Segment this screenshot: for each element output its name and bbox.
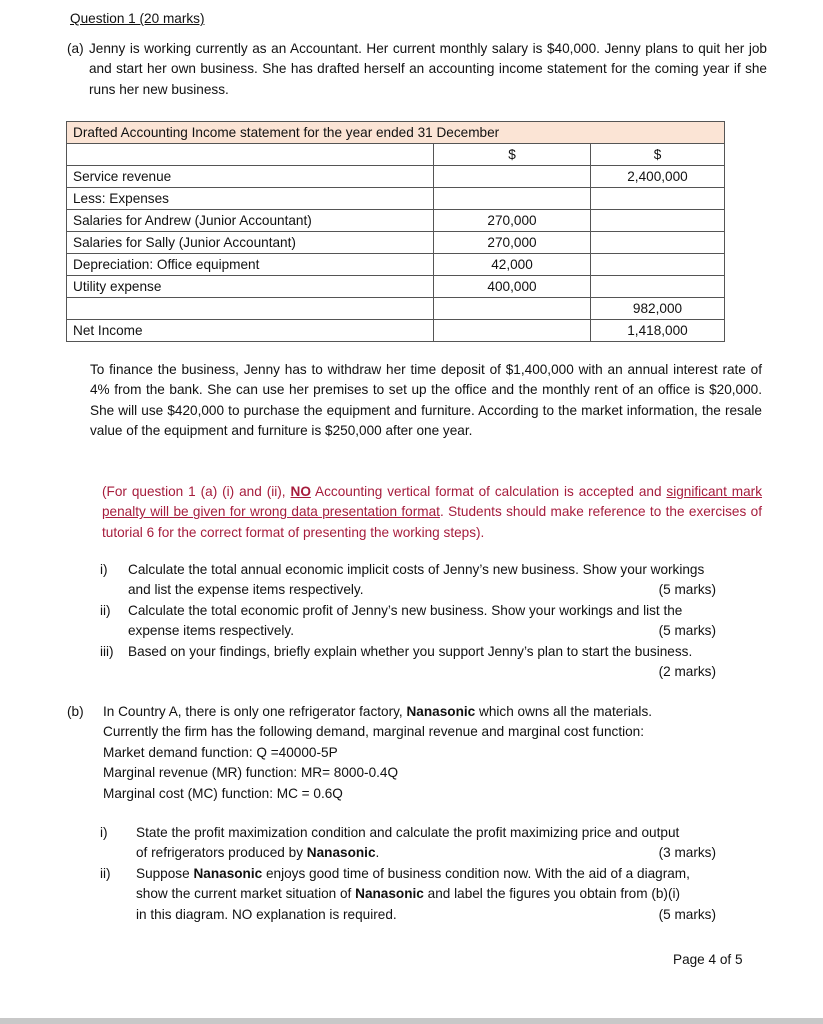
table-row	[67, 232, 725, 254]
part-b-line: In Country A, there is only one refrigerator factory, Nanasonic which owns all the materials.	[103, 704, 653, 719]
table-row	[67, 320, 725, 342]
question-text-line: and list the expense items respectively. (5 marks)	[128, 580, 762, 600]
row-value-1	[434, 320, 591, 342]
row-label: Utility expense	[67, 276, 434, 298]
part-a-questions	[100, 560, 762, 682]
question-text: State the profit maximization condition and calculate the profit maximizing price and output	[136, 825, 680, 840]
table-header-row	[67, 122, 725, 144]
row-value-1	[434, 298, 591, 320]
page-bottom-divider	[0, 1018, 823, 1024]
table-row	[67, 254, 725, 276]
page-number: Page 4 of 5	[673, 952, 743, 967]
table-row	[67, 276, 725, 298]
note-no: NO	[290, 484, 311, 499]
currency-col3: $	[591, 144, 725, 166]
row-label: Salaries for Andrew (Junior Accountant)	[67, 210, 434, 232]
question-text-line: of refrigerators produced by Nanasonic. (3 marks)	[136, 843, 762, 863]
table-row	[67, 166, 725, 188]
question-marks: (5 marks)	[658, 906, 716, 922]
question-item	[100, 864, 762, 925]
note-text: (For question 1 (a) (i) and (ii),	[102, 484, 291, 499]
firm-name: Nanasonic	[406, 704, 476, 719]
question-text-line: Suppose Nanasonic enjoys good time of business condition now. With the aid of a diagram,	[136, 865, 690, 881]
question-item	[100, 601, 762, 642]
row-label: Salaries for Sally (Junior Accountant)	[67, 232, 434, 254]
note-text: Accounting vertical format of calculation is accepted and	[310, 484, 667, 499]
row-value-2: 2,400,000	[591, 166, 725, 188]
row-value-2	[591, 232, 725, 254]
part-a-intro-text: Jenny is working currently as an Accountant. Her current monthly salary is $40,000. Jenny plans to quit her job and start her own business. She has drafted herself an accounting income statement for the coming year if she runs her new business.	[89, 41, 767, 97]
part-b-intro	[67, 702, 767, 804]
question-number: i)	[100, 562, 108, 577]
part-b-label: (b)	[67, 704, 84, 719]
income-statement-table	[66, 121, 725, 342]
table-row	[67, 298, 725, 320]
question-marks: (3 marks)	[658, 845, 716, 861]
part-a-label: (a)	[67, 41, 84, 56]
note-penalty: significant mark penalty will be given for wrong data presentation format	[102, 484, 762, 520]
table-row	[67, 188, 725, 210]
table-currency-row	[67, 144, 725, 166]
row-label: Less: Expenses	[67, 188, 434, 210]
question-item	[100, 560, 762, 601]
currency-col2: $	[434, 144, 591, 166]
table-row	[67, 210, 725, 232]
part-b-questions	[100, 823, 762, 925]
row-value-2	[591, 254, 725, 276]
row-value-1: 270,000	[434, 232, 591, 254]
row-value-1	[434, 166, 591, 188]
question-marks: (5 marks)	[658, 582, 716, 598]
row-label: Net Income	[67, 320, 434, 342]
row-value-1: 400,000	[434, 276, 591, 298]
question-text-line	[128, 662, 762, 682]
part-b-line: Currently the firm has the following demand, marginal revenue and marginal cost function:	[103, 724, 645, 740]
row-value-1	[434, 188, 591, 210]
format-note	[102, 482, 762, 543]
mc-function: Marginal cost (MC) function: MC = 0.6Q	[103, 785, 343, 801]
question-text-line: in this diagram. NO explanation is required. (5 marks)	[136, 905, 762, 925]
row-value-2	[591, 188, 725, 210]
question-text: Calculate the total economic profit of Jenny’s new business. Show your workings and list the	[128, 602, 683, 618]
question-text: Calculate the total annual economic implicit costs of Jenny’s new business. Show your workings	[128, 562, 705, 577]
question-text: Based on your findings, briefly explain whether you support Jenny’s plan to start the business.	[128, 643, 693, 659]
question-marks: (5 marks)	[658, 623, 716, 639]
question-text-line: expense items respectively. (5 marks)	[128, 621, 762, 641]
row-value-2	[591, 276, 725, 298]
table-title: Drafted Accounting Income statement for the year ended 31 December	[67, 122, 725, 144]
part-a-intro	[67, 39, 767, 100]
row-value-1: 270,000	[434, 210, 591, 232]
question-marks: (2 marks)	[658, 663, 716, 679]
question-number: ii)	[100, 865, 111, 881]
row-value-2: 982,000	[591, 298, 725, 320]
question-number: ii)	[100, 602, 111, 618]
row-value-2: 1,418,000	[591, 320, 725, 342]
row-value-2	[591, 210, 725, 232]
question-number: iii)	[100, 643, 114, 659]
row-value-1: 42,000	[434, 254, 591, 276]
question-number: i)	[100, 825, 108, 840]
question-item	[100, 823, 762, 864]
row-label: Depreciation: Office equipment	[67, 254, 434, 276]
demand-function: Market demand function: Q =40000-5P	[103, 744, 338, 760]
note-text: . Students should make reference to the exercises of tutorial 6 for the correct format of presenting the working steps).	[102, 504, 762, 540]
mr-function: Marginal revenue (MR) function: MR= 8000-0.4Q	[103, 765, 399, 781]
row-label: Service revenue	[67, 166, 434, 188]
question-item	[100, 642, 762, 683]
question-title: Question 1 (20 marks)	[70, 11, 205, 26]
finance-paragraph: To finance the business, Jenny has to withdraw her time deposit of $1,400,000 with an annual interest rate of 4% from the bank. She can use her premises to set up the office and the monthly rent of an office is $20,000. She will use $420,000 to purchase the equipment and furniture. According to the market information, the resale value of the equipment and furniture is $250,000 after one year.	[90, 362, 762, 439]
row-label	[67, 298, 434, 320]
question-text-line: show the current market situation of Nanasonic and label the figures you obtain from (b)(i)	[136, 886, 681, 902]
